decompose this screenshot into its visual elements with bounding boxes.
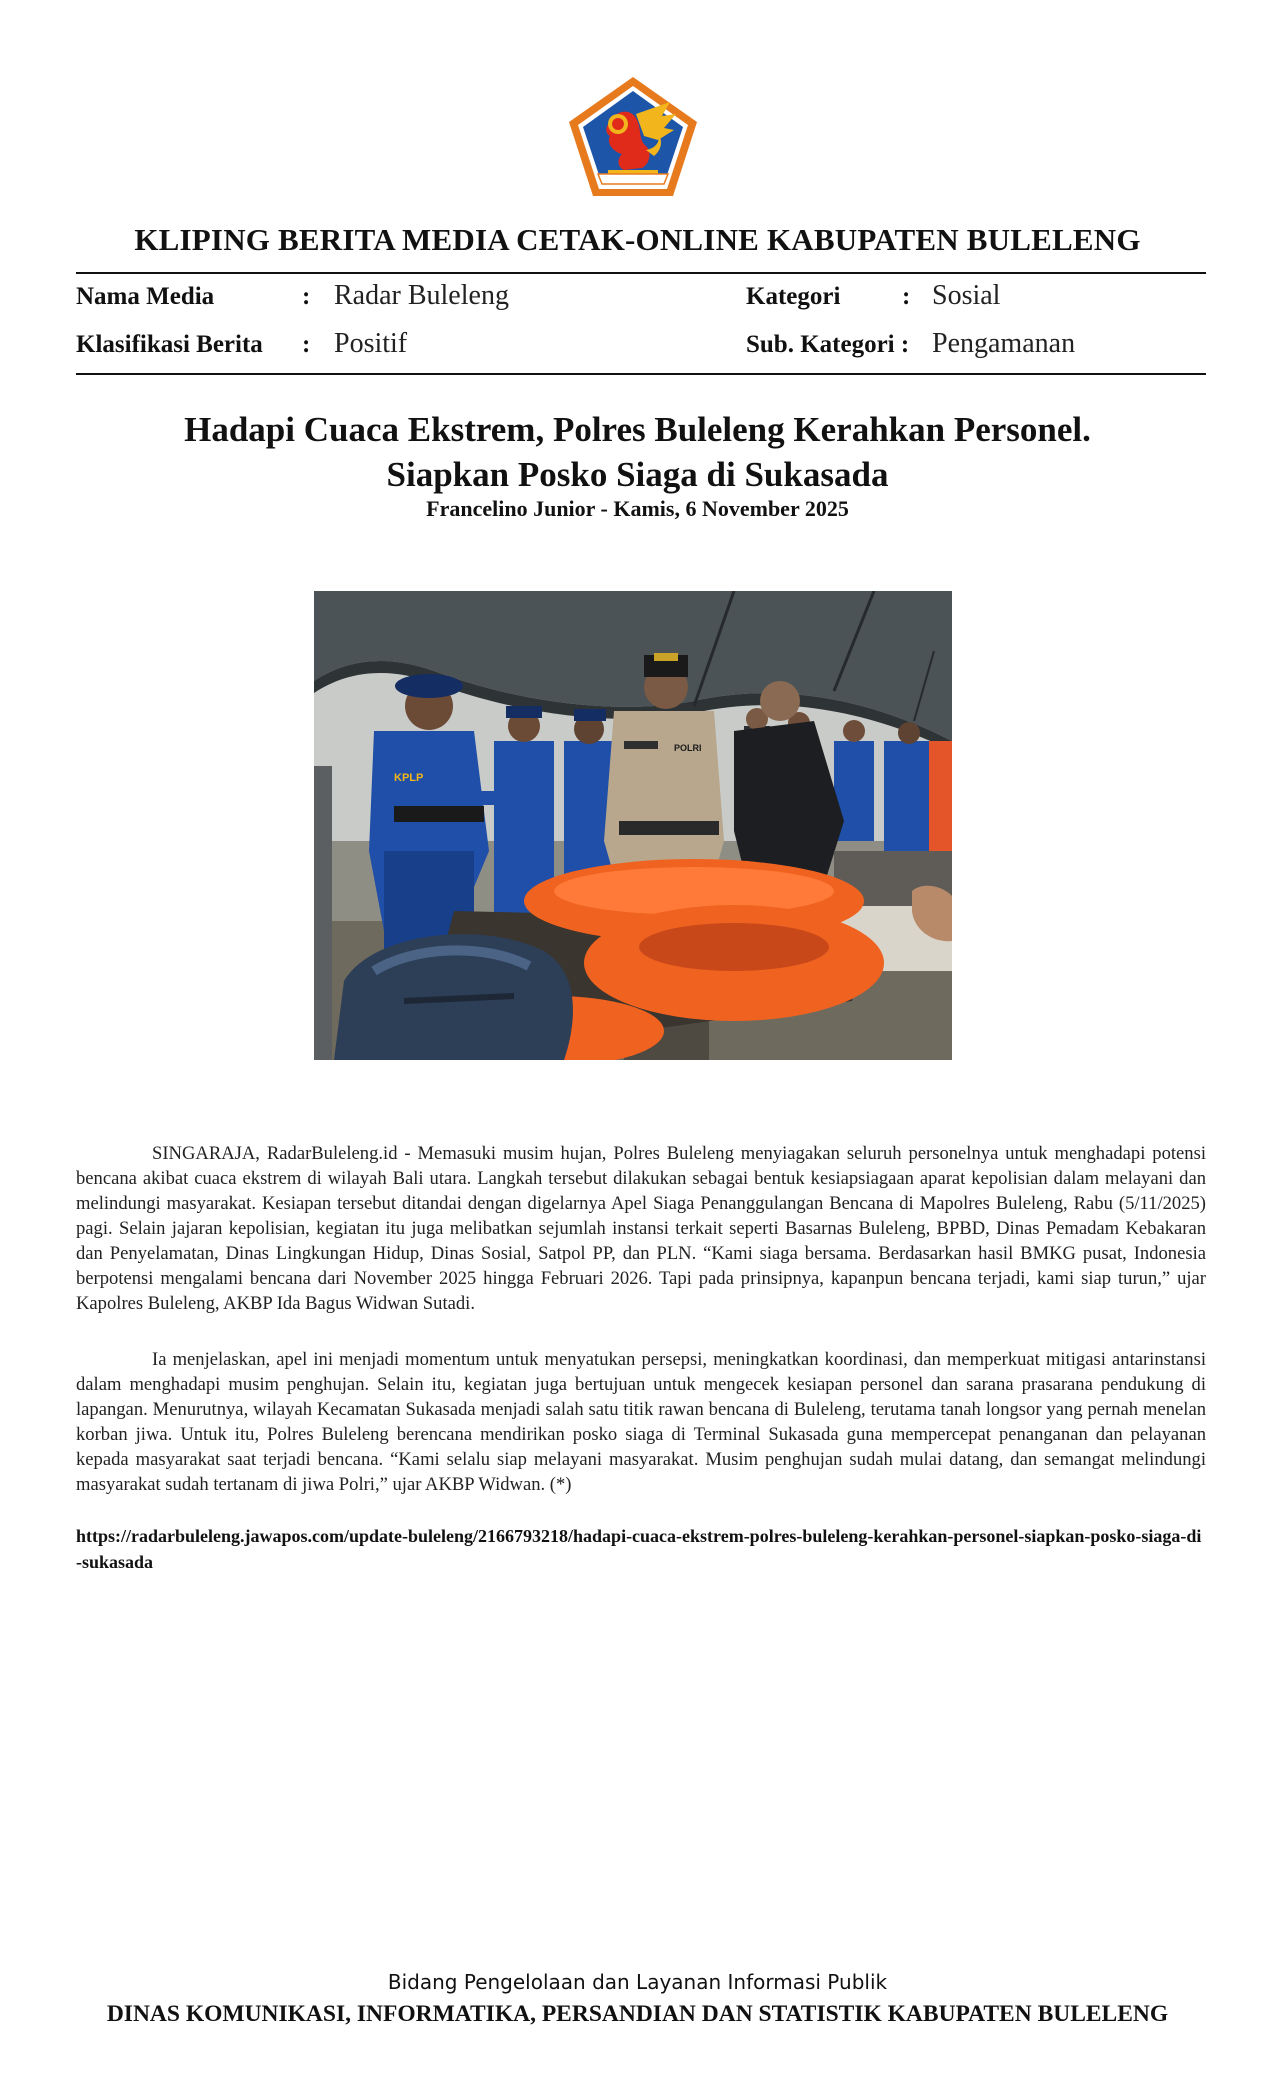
article-headline-line1: Hadapi Cuaca Ekstrem, Polres Buleleng Kerahkan Personel.	[184, 410, 1091, 449]
article-source-link[interactable]: https://radarbuleleng.jawapos.com/update-buleleng/2166793218/hadapi-cuaca-ekstrem-polres-buleleng-kerahkan-personel-siapkan-posko-siaga-di-sukasada	[76, 1526, 1202, 1572]
svg-text:KPLP: KPLP	[394, 772, 424, 784]
regency-emblem-logo	[566, 74, 700, 200]
article-paragraph-1: SINGARAJA, RadarBuleleng.id - Memasuki musim hujan, Polres Buleleng menyiagakan seluruh personelnya untuk menghadapi potensi bencana akibat cuaca ekstrem di wilayah Bali utara. Langkah tersebut dilakukan sebagai bentuk kesiapsiagaan aparat kepolisian dalam melayani dan melindungi masyarakat. Kesiapan tersebut ditandai dengan digelarnya Apel Siaga Penanggulangan Bencana di Mapolres Buleleng, Rabu (5/11/2025) pagi. Selain jajaran kepolisian, kegiatan itu juga melibatkan sejumlah instansi terkait seperti Basarnas Buleleng, BPBD, Dinas Pemadam Kebakaran dan Penyelamatan, Dinas Lingkungan Hidup, Dinas Sosial, Satpol PP, dan PLN. “Kami siaga bersama. Berdasarkan hasil BMKG pusat, Indonesia berpotensi mengalami bencana dari November 2025 hingga Februari 2026. Tapi pada prinsipnya, kapanpun bencana terjadi, kami siap turun,” ujar Kapolres Buleleng, AKBP Ida Bagus Widwan Sutadi.	[76, 1143, 1206, 1314]
media-name-colon: :	[302, 283, 311, 310]
header-divider-top	[76, 272, 1206, 274]
footer-subtitle: Bidang Pengelolaan dan Layanan Informasi Publik	[387, 1970, 888, 1994]
media-name-value: Radar Buleleng	[334, 280, 509, 311]
subcategory-value: Pengamanan	[932, 328, 1076, 359]
article-headline-line2: Siapkan Posko Siaga di Sukasada	[386, 455, 889, 494]
article-byline: Francelino Junior - Kamis, 6 November 2025	[426, 496, 849, 521]
winged-lion-emblem-icon	[566, 74, 700, 200]
footer-agency-title: DINAS KOMUNIKASI, INFORMATIKA, PERSANDIAN DAN STATISTIK KABUPATEN BULELENG	[106, 2001, 1169, 2027]
classification-label: Klasifikasi Berita	[76, 331, 263, 358]
article-paragraph-2: Ia menjelaskan, apel ini menjadi momentum untuk menyatukan persepsi, meningkatkan koordinasi, dan memperkuat mitigasi antarinstansi dalam menghadapi musim penghujan. Selain itu, kegiatan juga bertujuan untuk mengecek kesiapan personel dan sarana prasarana pendukung di lapangan. Menurutnya, wilayah Kecamatan Sukasada menjadi salah satu titik rawan bencana di Buleleng, terutama tanah longsor yang pernah menelan korban jiwa. Untuk itu, Polres Buleleng berencana mendirikan posko siaga di Terminal Sukasada guna mempercepat penanganan dan pelayanan kepada masyarakat saat terjadi bencana. “Kami selalu siap melayani masyarakat. Musim penghujan sudah mulai datang, dan semangat melindungi masyarakat sudah tertanam di jiwa Polri,” ujar AKBP Widwan. (*)	[76, 1349, 1206, 1495]
header-divider-bottom	[76, 373, 1206, 375]
category-value: Sosial	[932, 280, 1001, 311]
classification-value: Positif	[334, 328, 408, 359]
category-colon: :	[902, 283, 911, 310]
clipping-title: KLIPING BERITA MEDIA CETAK-ONLINE KABUPATEN BULELENG	[134, 222, 1141, 257]
media-name-label: Nama Media	[76, 283, 215, 310]
category-label: Kategori	[746, 283, 841, 310]
news-photo-police-inspection-icon	[314, 591, 952, 1060]
classification-colon: :	[302, 331, 311, 358]
article-photo	[314, 591, 952, 1060]
subcategory-label: Sub. Kategori :	[746, 331, 910, 358]
svg-text:POLRI: POLRI	[674, 743, 702, 753]
